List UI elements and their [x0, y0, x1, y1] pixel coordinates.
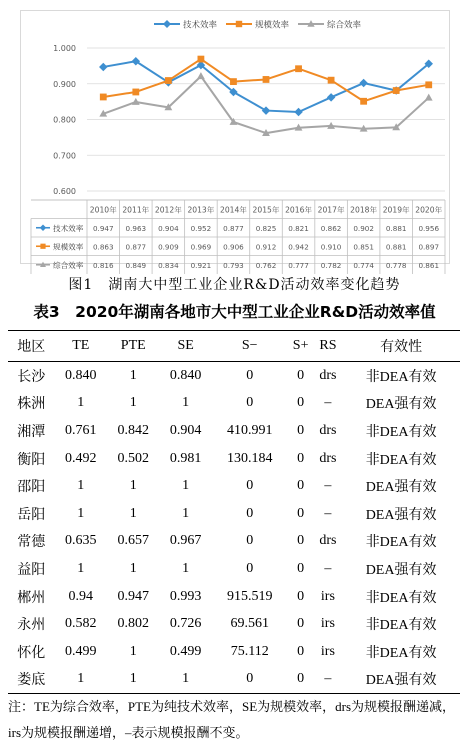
cell-pte: 1	[129, 643, 137, 659]
cell-pte: 0.502	[117, 450, 149, 466]
cell-region: 衡阳	[17, 452, 46, 468]
cell-te: 1	[77, 395, 85, 411]
cell-pte: 0.657	[117, 533, 149, 549]
cell-se: 0.499	[169, 643, 202, 659]
data-label: 0.963	[125, 223, 147, 233]
table-row	[8, 472, 460, 500]
cell-region: 永州	[17, 618, 46, 634]
cell-te: 0.761	[65, 422, 97, 438]
data-label: 0.849	[125, 260, 147, 270]
y-tick-label: 1.000	[53, 44, 76, 53]
data-label: 0.942	[288, 242, 309, 252]
cell-te: 0.582	[65, 616, 97, 632]
data-point	[99, 63, 108, 71]
data-label: 0.956	[418, 223, 440, 233]
cell-pte: 1	[129, 505, 137, 521]
data-label: 0.909	[158, 242, 179, 252]
data-label: 0.910	[320, 242, 342, 252]
table-series-name: 规模效率	[53, 242, 84, 252]
data-point	[230, 78, 237, 85]
cell-se: 0.981	[169, 450, 202, 466]
cell-s-minus: 0	[246, 367, 254, 383]
data-label: 0.862	[320, 223, 342, 233]
table-header-row	[8, 331, 460, 362]
table-row	[8, 666, 460, 694]
table-note: 注：TE为综合效率，PTE为纯技术效率，SE为规模效率，drs为规模报酬递减，irs为规模报酬递增，–表示规模报酬不变。	[8, 699, 456, 740]
table-row	[8, 610, 460, 638]
table-row	[8, 638, 460, 666]
header-rs: RS	[314, 331, 343, 362]
cell-se: 1	[182, 505, 190, 521]
cell-effectiveness: 非DEA有效	[365, 452, 437, 468]
data-point	[198, 56, 205, 63]
y-tick-label: 0.800	[53, 115, 76, 125]
data-label: 0.793	[223, 260, 244, 270]
data-point	[165, 77, 172, 84]
table-row	[8, 528, 460, 556]
cell-rs: –	[324, 560, 332, 576]
table-series-name: 综合效率	[53, 260, 84, 270]
data-label: 0.861	[418, 260, 440, 270]
cell-te: 0.840	[65, 367, 97, 383]
y-tick-label: 0.900	[53, 79, 76, 89]
data-label: 0.881	[385, 223, 407, 233]
x-tick-label: 2012年	[154, 205, 182, 215]
x-tick-label: 2019年	[382, 205, 410, 215]
table-series-name: 技术效率	[53, 223, 84, 233]
cell-effectiveness: 非DEA有效	[365, 590, 437, 606]
table-title: 表3 2020年湖南各地市大中型工业企业R&D活动效率值	[33, 303, 436, 321]
cell-s-plus: 0	[297, 533, 305, 549]
cell-te: 1	[55, 666, 107, 694]
y-tick-label: 0.700	[53, 151, 76, 161]
cell-se: 0.993	[169, 588, 202, 604]
x-tick-label: 2013年	[187, 205, 215, 215]
cell-pte: 0.802	[117, 616, 149, 632]
cell-effectiveness: 非DEA有效	[365, 535, 437, 551]
data-label: 0.902	[353, 223, 374, 233]
data-label: 0.834	[158, 260, 179, 270]
efficiency-trend-chart	[20, 10, 450, 270]
cell-pte: 1	[107, 666, 159, 694]
cell-s-plus: 0	[297, 478, 305, 494]
data-point	[359, 79, 368, 88]
data-point	[197, 72, 205, 79]
cell-s-plus: 0	[297, 395, 305, 411]
data-label: 0.969	[190, 242, 212, 252]
cell-se: 1	[159, 666, 211, 694]
cell-region: 益阳	[17, 562, 46, 578]
cell-s-plus: 0	[297, 588, 305, 604]
series-line	[103, 76, 428, 133]
y-tick-label: 0.600	[53, 187, 76, 196]
table-row	[8, 417, 460, 445]
data-label: 0.921	[190, 260, 212, 270]
cell-te: 1	[77, 505, 85, 521]
data-label: 0.881	[385, 242, 407, 252]
header-se: SE	[159, 331, 211, 362]
cell-s-minus: 915.519	[226, 588, 273, 604]
cell-se: 0.904	[169, 422, 202, 438]
table-row	[8, 500, 460, 528]
data-point	[262, 106, 271, 115]
cell-effectiveness: 非DEA有效	[365, 369, 437, 385]
cell-s-plus: 0	[297, 505, 305, 521]
cell-te: 1	[77, 478, 85, 494]
data-point	[100, 94, 107, 101]
figure-caption: 图1 湖南大中型工业企业R&D活动效率变化趋势	[68, 277, 401, 293]
data-label: 0.877	[223, 223, 244, 233]
data-point	[425, 94, 433, 101]
cell-s-minus: 0	[246, 505, 254, 521]
data-label: 0.777	[288, 260, 309, 270]
cell-region: 郴州	[17, 590, 46, 606]
legend-label: 技术效率	[183, 20, 218, 31]
legend-label: 综合效率	[327, 20, 362, 31]
data-label: 0.774	[353, 260, 374, 270]
cell-rs: drs	[319, 450, 337, 466]
data-label: 0.825	[255, 223, 277, 233]
legend-marker	[236, 21, 242, 27]
header-s-minus: S−	[212, 331, 288, 362]
cell-s-plus: 0	[297, 560, 305, 576]
cell-rs: drs	[319, 367, 337, 383]
x-tick-label: 2015年	[252, 205, 280, 215]
cell-rs: irs	[320, 616, 335, 632]
x-tick-label: 2014年	[219, 205, 247, 215]
data-point	[393, 87, 400, 94]
cell-region: 邵阳	[17, 480, 46, 496]
header-effectiveness: 有效性	[342, 331, 460, 362]
cell-region: 怀化	[17, 645, 46, 661]
data-label: 0.947	[92, 223, 114, 233]
cell-effectiveness: 非DEA有效	[365, 618, 437, 634]
cell-s-minus: 0	[246, 395, 254, 411]
header-region: 地区	[8, 331, 55, 362]
cell-se: 1	[182, 478, 190, 494]
legend-marker	[163, 20, 171, 28]
cell-region: 株洲	[17, 397, 46, 413]
cell-se: 0.840	[169, 367, 202, 383]
data-label: 0.877	[125, 242, 147, 252]
table-row	[8, 583, 460, 611]
cell-te: 0.499	[65, 643, 97, 659]
chart-canvas	[21, 11, 449, 270]
data-label: 0.904	[158, 223, 179, 233]
cell-s-plus: 0	[297, 643, 305, 659]
legend-label: 规模效率	[255, 20, 290, 31]
data-label: 0.782	[320, 260, 342, 270]
cell-pte: 1	[129, 395, 137, 411]
cell-te: 0.94	[68, 588, 94, 604]
cell-s-minus: 0	[246, 560, 254, 576]
x-tick-label: 2010年	[89, 205, 117, 215]
cell-rs: drs	[319, 533, 337, 549]
cell-rs: –	[324, 505, 332, 521]
cell-region: 长沙	[17, 369, 46, 385]
data-label: 0.912	[255, 242, 277, 252]
cell-pte: 1	[129, 478, 137, 494]
cell-region: 湘潭	[17, 424, 46, 440]
x-tick-label: 2018年	[350, 205, 378, 215]
cell-s-plus: 0	[297, 422, 305, 438]
data-label: 0.778	[385, 260, 407, 270]
cell-rs: irs	[320, 588, 335, 604]
table-row	[8, 362, 460, 390]
table-row	[8, 445, 460, 473]
data-label: 0.816	[92, 260, 114, 270]
data-point	[360, 98, 367, 105]
cell-effectiveness: 非DEA有效	[365, 424, 437, 440]
data-point	[328, 77, 335, 84]
data-point	[295, 65, 302, 72]
x-tick-label: 2011年	[122, 205, 150, 215]
table-body	[8, 362, 460, 694]
data-point	[294, 108, 303, 117]
cell-pte: 0.947	[117, 588, 149, 604]
header-s-plus: S+	[288, 331, 314, 362]
cell-se: 1	[182, 395, 190, 411]
cell-pte: 0.842	[117, 422, 149, 438]
cell-effectiveness: DEA强有效	[365, 480, 437, 496]
cell-rs: irs	[320, 643, 335, 659]
x-tick-label: 2016年	[285, 205, 313, 215]
data-label: 0.952	[190, 223, 212, 233]
cell-s-minus: 0	[246, 478, 254, 494]
cell-s-minus: 130.184	[226, 450, 273, 466]
header-pte: PTE	[107, 331, 159, 362]
data-label: 0.906	[223, 242, 244, 252]
data-point	[132, 89, 139, 96]
data-label: 0.762	[255, 260, 277, 270]
cell-region: 娄底	[8, 666, 55, 694]
cell-pte: 1	[129, 560, 137, 576]
data-point	[425, 81, 432, 88]
data-label: 0.821	[288, 223, 309, 233]
data-label: 0.897	[418, 242, 440, 252]
table-row	[8, 555, 460, 583]
cell-te: 1	[77, 560, 85, 576]
cell-effectiveness: DEA强有效	[365, 397, 437, 413]
cell-s-plus: 0	[288, 666, 314, 694]
cell-s-plus: 0	[297, 616, 305, 632]
cell-region: 常德	[17, 535, 46, 551]
data-point	[263, 76, 270, 83]
cell-s-plus: 0	[297, 367, 305, 383]
cell-effectiveness: DEA强有效	[342, 666, 460, 694]
cell-rs: –	[314, 666, 343, 694]
cell-s-minus: 69.561	[230, 616, 269, 632]
cell-rs: –	[324, 395, 332, 411]
cell-region: 岳阳	[17, 507, 46, 523]
cell-s-minus: 0	[246, 533, 254, 549]
cell-se: 0.967	[169, 533, 202, 549]
data-label: 0.863	[92, 242, 114, 252]
cell-s-minus: 75.112	[230, 643, 269, 659]
cell-s-minus: 0	[212, 666, 288, 694]
efficiency-table	[8, 330, 460, 694]
data-point	[327, 93, 336, 102]
x-tick-label: 2017年	[317, 205, 345, 215]
cell-te: 0.635	[65, 533, 97, 549]
cell-pte: 1	[129, 367, 137, 383]
cell-se: 0.726	[169, 616, 202, 632]
cell-s-minus: 410.991	[226, 422, 273, 438]
data-point	[132, 98, 140, 105]
x-tick-label: 2020年	[415, 205, 443, 215]
table-legend-marker	[40, 244, 45, 249]
cell-effectiveness: DEA强有效	[365, 507, 437, 523]
cell-effectiveness: DEA强有效	[365, 562, 437, 578]
table-row	[8, 390, 460, 418]
cell-te: 0.492	[65, 450, 97, 466]
cell-rs: drs	[319, 422, 337, 438]
data-label: 0.851	[353, 242, 374, 252]
table-legend-marker	[40, 225, 47, 232]
cell-s-plus: 0	[297, 450, 305, 466]
header-te: TE	[55, 331, 107, 362]
cell-rs: –	[324, 478, 332, 494]
cell-effectiveness: 非DEA有效	[365, 645, 437, 661]
cell-se: 1	[182, 560, 190, 576]
